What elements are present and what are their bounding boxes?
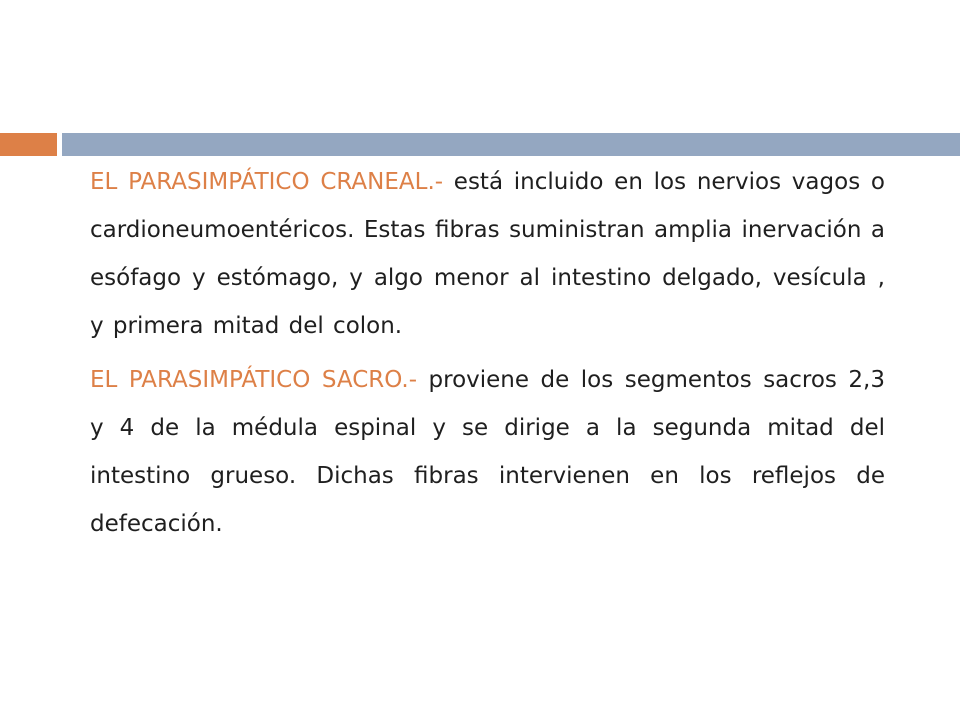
paragraph-heading-craneal: EL PARASIMPÁTICO CRANEAL.- <box>90 169 444 195</box>
paragraph-body-sacro: proviene de los segmentos sacros 2,3 y 4 de la médula espinal y se dirige a la segunda mitad del intestino grueso. Dichas fibras intervienen en los reflejos de defecación. <box>90 367 885 537</box>
paragraph-heading-sacro: EL PARASIMPÁTICO SACRO.- <box>90 367 418 393</box>
accent-bar-orange <box>0 133 57 156</box>
slide-content <box>90 158 885 548</box>
paragraph-parasimpatico-sacro <box>90 356 885 548</box>
accent-bar-blue <box>62 133 960 156</box>
paragraph-body-craneal: está incluido en los nervios vagos o cardioneumoentéricos. Estas fibras suministran amplia inervación a esófago y estómago, y algo menor al intestino delgado, vesícula , y primera mitad del colon. <box>90 169 885 339</box>
paragraph-parasimpatico-craneal <box>90 158 885 350</box>
